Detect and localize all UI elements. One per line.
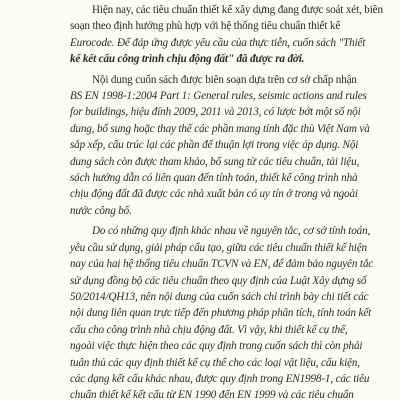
text-line: chuẩn thiết kế kết cấu từ EN 1990 đến EN 1999 và các tiêu chuẩn (70, 389, 354, 400)
text-line: dung sách còn được tham khảo, bổ sung từ các tiêu chuẩn, tài liệu, (70, 155, 360, 168)
text-line: Do có những quy định khác nhau về nguyên tắc, cơ sở tính toán, (92, 225, 371, 238)
text-line: dung, bổ sung hoặc thay thế các phần mang tính đặc thù Việt Nam và (70, 122, 370, 135)
text-line: nay của hai hệ thống tiêu chuẩn TCVN và EN, để đảm bảo nguyên tắc (70, 258, 374, 271)
text-line: các dạng kết cấu khác nhau, được quy định trong EN1998-1, các tiêu (70, 372, 370, 385)
book-title-line: kế kết cấu công trình chịu động đất" đã được ra đời. (70, 53, 305, 66)
text-line: yêu cầu sử dụng, giải pháp cấu tạo, giữa các tiêu chuẩn thiết kế hiện (70, 241, 367, 254)
text-line: ngoài việc thực hiện theo các quy định trong cuốn sách thì còn phải (70, 340, 363, 353)
text-line (48, 35, 364, 51)
text-line: BS EN 1998-1:2004 Part 1: General rules, seismic actions and rules (70, 90, 367, 103)
text-line: nội dung liên quan trực tiếp đến phương pháp phân tích, tính toán kết (70, 307, 372, 320)
paragraph-3 (48, 223, 374, 400)
paragraph-1 (48, 2, 383, 68)
text-line: nước công bố. (70, 204, 132, 217)
text-line: sách hướng dẫn có liên quan đến tính toán, thiết kế công trình nhà (70, 172, 358, 185)
text-line: Nội dung cuốn sách được biên soạn dựa trên cơ sở chấp nhận (92, 73, 357, 86)
text-line: 50/2014/QH13, nên nội dung của cuốn sách chỉ trình bày chi tiết các (70, 290, 369, 303)
text-line: soạn theo định hướng phù hợp với hệ thống tiêu chuẩn thiết kế (70, 20, 341, 33)
text-line-part: Eurocode. Để đáp ứng được yêu cầu của thực tiễn, cuốn sách "Thiết (70, 36, 366, 49)
text-line: sắp xếp, cấu trúc lại các phần để thuận lợi trong việc áp dụng. Nội (70, 139, 359, 152)
text-line: chịu động đất đã được các nhà xuất bản có uy tín ở trong và ngoài (70, 188, 358, 201)
body-text (48, 2, 383, 400)
text-line: sử dụng đồng bộ các tiêu chuẩn theo quy định của Luật Xây dựng số (70, 274, 367, 287)
text-line: Hiện nay, các tiêu chuẩn thiết kế xây dựng đang được soát xét, biên (92, 4, 383, 16)
text-line: cấu cho công trình nhà chịu động đất. Vì vậy, khi thiết kế cụ thể, (70, 323, 348, 336)
paragraph-2 (48, 72, 370, 220)
text-line: tuân thủ các quy định thiết kế cụ thể cho các loại vật liệu, cấu kiện, (70, 356, 360, 369)
text-line: for buildings, hiệu đính 2009, 2011 và 2013, có lược bớt một số nội (70, 106, 361, 119)
